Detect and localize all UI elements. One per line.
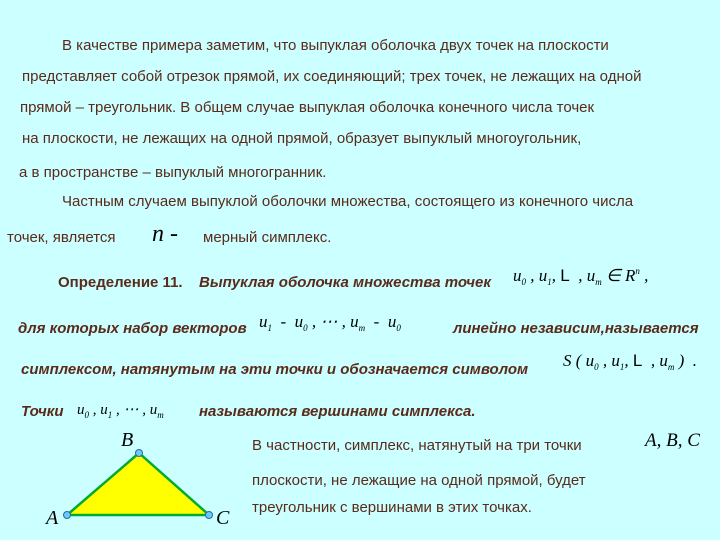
definition-text-5-pre: Точки bbox=[21, 403, 64, 420]
definition-text-4: симплексом, натянутым на эти точки и обозначается символом bbox=[21, 361, 529, 378]
simplex-intro-line-2a: точек, является bbox=[7, 229, 116, 246]
intro-line-2: представляет собой отрезок прямой, их соединяющий; трех точек, не лежащих на одной bbox=[22, 68, 642, 85]
formula-points: $u_0$ , $u_1$, L , $u_m$ ∈ $R^n$ , bbox=[513, 266, 649, 287]
definition-text-1: Выпуклая оболочка множества точек bbox=[199, 274, 491, 291]
note-line-3: треугольник с вершинами в этих точках. bbox=[252, 499, 532, 516]
vertex-c-dot bbox=[206, 512, 213, 519]
triangle-shape bbox=[67, 453, 209, 515]
formula-vertices: $u_0$ , $u_1$ , ⋯ , $u_m$ bbox=[77, 402, 164, 420]
vertex-a-label: A bbox=[46, 507, 59, 529]
note-points: A, B, C bbox=[645, 430, 700, 451]
simplex-intro-line-1: Частным случаем выпуклой оболочки множества, состоящего из конечного числа bbox=[62, 193, 634, 210]
formula-simplex: S ( $u_0$ , $u_1$, L , $u_m$ ) . bbox=[563, 351, 698, 372]
definition-text-2: для которых набор векторов bbox=[18, 320, 247, 337]
definition-label: Определение 11. bbox=[58, 274, 183, 291]
note-line-1: В частности, симплекс, натянутый на три точки bbox=[252, 437, 582, 454]
intro-line-5: а в пространстве – выпуклый многогранник. bbox=[19, 164, 327, 181]
intro-line-3: прямой – треугольник. В общем случае выпуклая оболочка конечного числа точек bbox=[20, 99, 595, 116]
n-symbol: n - bbox=[152, 221, 178, 247]
vertex-b-label: B bbox=[121, 429, 134, 451]
simplex-intro-line-2b: мерный симплекс. bbox=[203, 229, 332, 246]
definition-text-3: линейно независим,называется bbox=[453, 320, 699, 337]
intro-line-1: В качестве примера заметим, что выпуклая оболочка двух точек на плоскости bbox=[62, 37, 609, 54]
vertex-a-dot bbox=[64, 512, 71, 519]
intro-line-4: на плоскости, не лежащих на одной прямой, образует выпуклый многоугольник, bbox=[22, 130, 582, 147]
definition-text-5-post: называются вершинами симплекса. bbox=[199, 403, 476, 420]
vertex-b-dot bbox=[136, 450, 143, 457]
formula-vectors: $u_1 - u_0$ , ⋯ , $u_m - u_0$ bbox=[259, 312, 401, 333]
note-line-2: плоскости, не лежащие на одной прямой, будет bbox=[252, 472, 586, 489]
vertex-c-label: C bbox=[216, 507, 230, 529]
